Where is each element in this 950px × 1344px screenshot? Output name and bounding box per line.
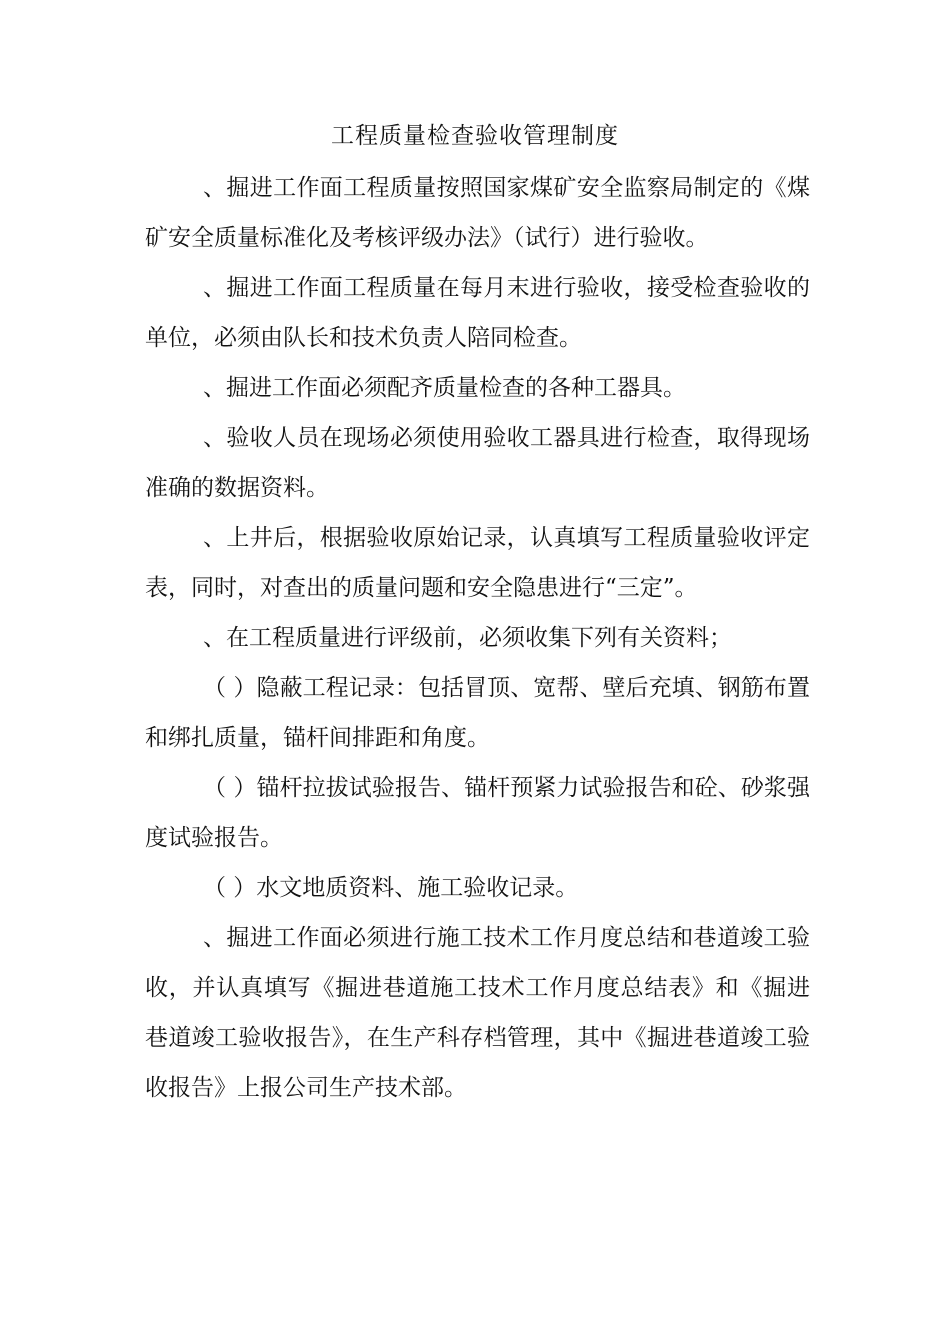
paragraph: 、掘进工作面工程质量按照国家煤矿安全监察局制定的《煤矿安全质量标准化及考核评级办法》（试行）进行验收。 bbox=[145, 175, 810, 251]
paragraph: 、在工程质量进行评级前，必须收集下列有关资料； bbox=[203, 625, 732, 651]
paragraph: 、掘进工作面工程质量在每月末进行验收，接受检查验收的单位，必须由队长和技术负责人陪同检查。 bbox=[145, 275, 810, 351]
document-body bbox=[145, 163, 810, 1113]
paragraph: （ ）隐蔽工程记录：包括冒顶、宽帮、壁后充填、钢筋布置和绑扎质量，锚杆间排距和角度。 bbox=[145, 675, 810, 751]
paragraph: 、掘进工作面必须进行施工技术工作月度总结和巷道竣工验收，并认真填写《掘进巷道施工技术工作月度总结表》和《掘进巷道竣工验收报告》，在生产科存档管理，其中《掘进巷道竣工验收报告》上报公司生产技术部。 bbox=[145, 925, 810, 1101]
paragraph: 、上井后，根据验收原始记录，认真填写工程质量验收评定表，同时，对查出的质量问题和安全隐患进行“三定”。 bbox=[145, 525, 810, 601]
paragraph: （ ）水文地质资料、施工验收记录。 bbox=[203, 875, 579, 901]
paragraph: 、验收人员在现场必须使用验收工器具进行检查，取得现场准确的数据资料。 bbox=[145, 425, 810, 501]
paragraph: 、掘进工作面必须配齐质量检查的各种工器具。 bbox=[203, 375, 686, 401]
paragraph: （ ）锚杆拉拔试验报告、锚杆预紧力试验报告和砼、砂浆强度试验报告。 bbox=[145, 775, 810, 851]
document-title: 工程质量检查验收管理制度 bbox=[331, 123, 619, 149]
